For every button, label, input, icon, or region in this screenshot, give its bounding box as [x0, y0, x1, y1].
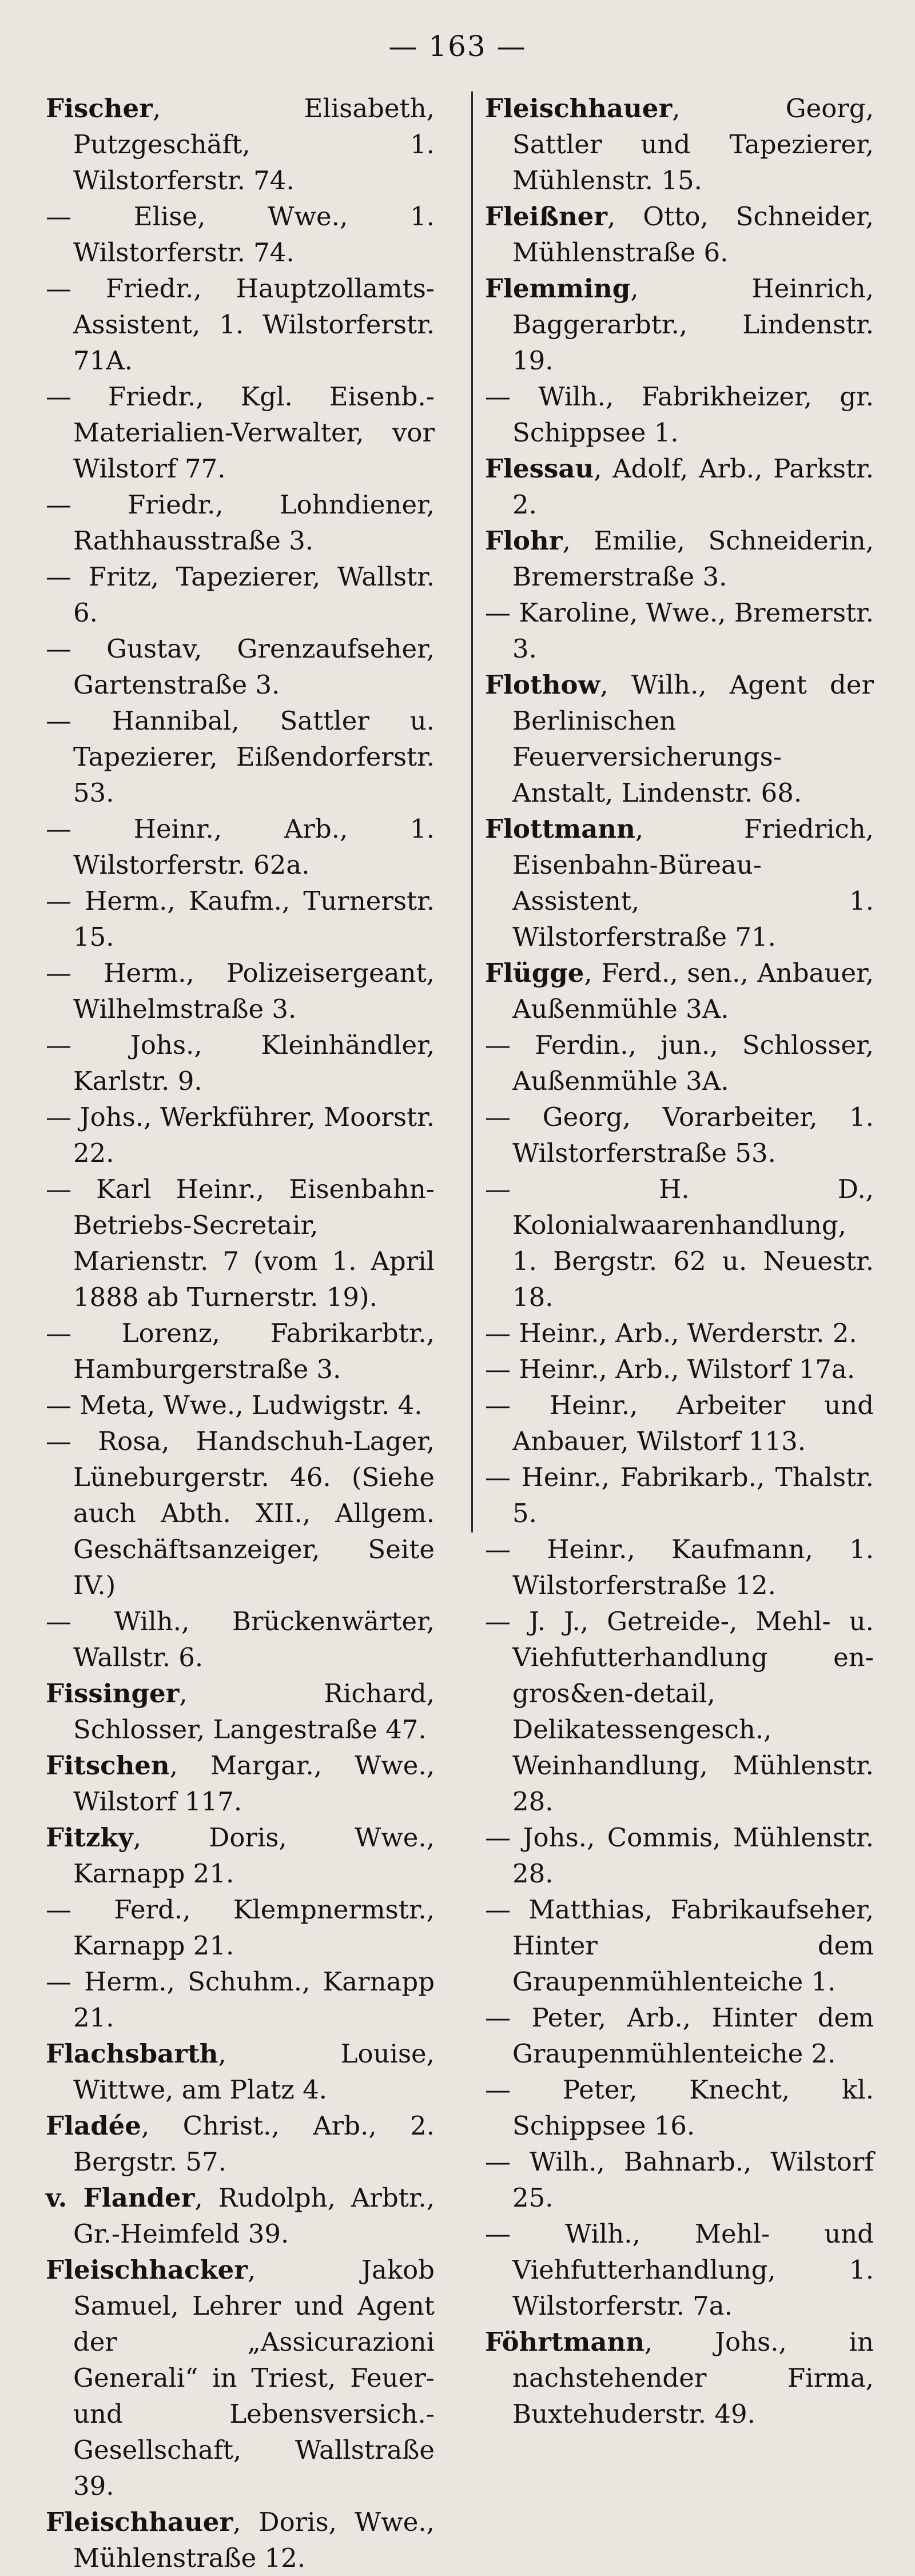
directory-entry — [485, 2216, 874, 2324]
entry-details: J. J., Getreide-, Mehl- u. Viehfutterhandlung en-gros&en-detail, Delikatessengesch., Weinhandlung, Mühlenstr. 28. — [511, 1606, 874, 1817]
directory-entry — [485, 595, 874, 667]
directory-entry — [485, 1099, 874, 1171]
entry-dash: — — [485, 1894, 511, 1925]
entry-details: Wilh., Fabrikheizer, gr. Schippsee 1. — [511, 381, 874, 448]
directory-entry — [46, 2180, 435, 2252]
directory-entry — [485, 811, 874, 955]
entry-details: , Georg, Sattler und Tapezierer, Mühlenstr. 15. — [512, 93, 874, 196]
directory-entry — [46, 2252, 435, 2504]
entry-details: Wilh., Bahnarb., Wilstorf 25. — [511, 2147, 874, 2213]
entry-details: , Louise, Wittwe, am Platz 4. — [73, 2038, 435, 2105]
column-divider — [471, 91, 473, 1532]
directory-entry — [46, 883, 435, 955]
entry-details: Hannibal, Sattler u. Tapezierer, Eißendorferstr. 53. — [71, 706, 435, 808]
entry-details: , Friedrich, Eisenbahn-Büreau-Assistent, 1. Wilstorferstraße 71. — [512, 814, 874, 952]
directory-entry — [485, 2324, 874, 2432]
directory-entry — [485, 1171, 874, 1315]
entry-details: Herm., Schuhm., Karnapp 21. — [71, 1966, 435, 2033]
directory-entry — [485, 2000, 874, 2072]
entry-surname: Fitschen — [46, 1750, 170, 1781]
entry-details: Matthias, Fabrikaufseher, Hinter dem Graupenmühlenteiche 1. — [511, 1894, 874, 1997]
entry-details: Heinr., Arb., Wilstorf 17a. — [511, 1354, 856, 1384]
directory-entry — [46, 379, 435, 487]
directory-entry — [485, 1531, 874, 1603]
directory-entry — [485, 955, 874, 1027]
entry-dash: — — [46, 1318, 71, 1348]
entry-dash: — — [485, 1822, 511, 1853]
entry-dash: — — [485, 1174, 511, 1204]
entry-details: H. D., Kolonialwaarenhandlung, 1. Bergstr. 62 u. Neuestr. 18. — [511, 1174, 874, 1312]
entry-surname: Fleißner — [485, 201, 608, 232]
entry-dash: — — [485, 2147, 511, 2177]
directory-entry — [46, 1747, 435, 1819]
entry-dash: — — [46, 958, 71, 988]
right-column — [485, 90, 874, 2432]
directory-entry — [46, 2036, 435, 2108]
entry-details: Friedr., Hauptzollamts-Assistent, 1. Wilstorferstr. 71A. — [71, 273, 435, 376]
directory-entry — [485, 90, 874, 198]
directory-entry — [46, 1171, 435, 1315]
entry-details: Johs., Kleinhändler, Karlstr. 9. — [71, 1030, 435, 1096]
directory-entry — [485, 1459, 874, 1531]
directory-entry — [485, 451, 874, 523]
entry-details: , Doris, Wwe., Karnapp 21. — [73, 1822, 435, 1889]
entry-dash: — — [485, 1390, 511, 1420]
directory-entry — [46, 811, 435, 883]
directory-entry — [46, 1675, 435, 1747]
entry-dash: — — [485, 381, 511, 412]
directory-entry — [46, 1892, 435, 1964]
directory-entry — [485, 1351, 874, 1387]
entry-details: Karoline, Wwe., Bremerstr. 3. — [511, 598, 874, 664]
entry-surname: Flohr — [485, 525, 563, 556]
entry-details: Karl Heinr., Eisenbahn-Betriebs-Secretair, Marienstr. 7 (vom 1. April 1888 ab Turnerstr. 19). — [71, 1174, 435, 1312]
entry-dash: — — [485, 1534, 511, 1564]
directory-entry — [485, 270, 874, 379]
entry-details: , Otto, Schneider, Mühlenstraße 6. — [512, 201, 874, 268]
entry-surname: Fladée — [46, 2111, 141, 2141]
directory-entry — [485, 523, 874, 595]
entry-dash: — — [46, 1966, 71, 1997]
entry-details: Heinr., Arbeiter und Anbauer, Wilstorf 113. — [511, 1390, 874, 1456]
page-number: — 163 — — [388, 30, 527, 63]
entry-dash: — — [46, 886, 71, 916]
entry-details: Johs., Werkführer, Moorstr. 22. — [71, 1102, 435, 1168]
entry-dash: — — [485, 2002, 511, 2033]
entry-details: , Johs., in nachstehender Firma, Buxtehuderstr. 49. — [512, 2327, 874, 2429]
entry-dash: — — [485, 1318, 511, 1348]
directory-entry — [46, 2108, 435, 2180]
entry-surname: Fitzky — [46, 1822, 133, 1853]
entry-dash: — — [46, 381, 71, 412]
entry-dash: — — [46, 489, 71, 520]
entry-dash: — — [46, 814, 71, 844]
entry-dash: — — [485, 598, 511, 628]
entry-details: Elise, Wwe., 1. Wilstorferstr. 74. — [71, 201, 435, 268]
entry-details: Johs., Commis, Mühlenstr. 28. — [511, 1822, 874, 1889]
directory-entry — [46, 90, 435, 198]
directory-entry — [46, 1027, 435, 1099]
entry-details: , Margar., Wwe., Wilstorf 117. — [73, 1750, 435, 1817]
entry-details: Heinr., Kaufmann, 1. Wilstorferstraße 12. — [511, 1534, 874, 1600]
entry-dash: — — [46, 1174, 71, 1204]
entry-details: Wilh., Brückenwärter, Wallstr. 6. — [71, 1606, 435, 1673]
entry-details: Georg, Vorarbeiter, 1. Wilstorferstraße 53. — [511, 1102, 874, 1168]
directory-entry — [485, 667, 874, 811]
directory-entry — [46, 1387, 435, 1423]
entry-surname: Fischer — [46, 93, 153, 124]
directory-entry — [46, 1603, 435, 1675]
directory-entry — [46, 1819, 435, 1892]
directory-entry — [46, 1315, 435, 1387]
entry-details: Peter, Knecht, kl. Schippsee 16. — [511, 2075, 874, 2141]
entry-dash: — — [46, 634, 71, 664]
entry-dash: — — [485, 1354, 511, 1384]
directory-entry — [485, 1027, 874, 1099]
directory-entry — [46, 703, 435, 811]
entry-dash: — — [46, 706, 71, 736]
entry-details: , Doris, Wwe., Mühlenstraße 12. — [73, 2507, 435, 2573]
entry-dash: — — [46, 201, 71, 232]
entry-details: , Richard, Schlosser, Langestraße 47. — [73, 1678, 435, 1745]
entry-surname: Flessau — [485, 453, 594, 484]
directory-entry — [46, 1964, 435, 2036]
entry-details: , Emilie, Schneiderin, Bremerstraße 3. — [512, 525, 874, 592]
entry-dash: — — [46, 1426, 71, 1456]
entry-details: , Ferd., sen., Anbauer, Außenmühle 3A. — [512, 958, 874, 1024]
entry-dash: — — [485, 1462, 511, 1492]
entry-details: Friedr., Kgl. Eisenb.-Materialien-Verwalter, vor Wilstorf 77. — [71, 381, 435, 484]
entry-details: , Rudolph, Arbtr., Gr.-Heimfeld 39. — [73, 2183, 435, 2249]
entry-dash: — — [46, 562, 71, 592]
entry-details: , Christ., Arb., 2. Bergstr. 57. — [73, 2111, 435, 2177]
left-column — [46, 90, 435, 2576]
entry-dash: — — [46, 1390, 71, 1420]
entry-details: , Elisabeth, Putzgeschäft, 1. Wilstorferstr. 74. — [73, 93, 435, 196]
directory-entry — [485, 1819, 874, 1892]
entry-details: , Wilh., Agent der Berlinischen Feuerversicherungs-Anstalt, Lindenstr. 68. — [512, 670, 874, 808]
entry-dash: — — [46, 1894, 71, 1925]
entry-surname: Flothow — [485, 670, 600, 700]
directory-entry — [485, 1892, 874, 2000]
entry-details: Heinr., Arb., Werderstr. 2. — [511, 1318, 857, 1348]
entry-surname: Fleischhauer — [46, 2507, 233, 2537]
directory-entry — [46, 198, 435, 270]
entry-details: Fritz, Tapezierer, Wallstr. 6. — [71, 562, 435, 628]
entry-details: Ferd., Klempnermstr., Karnapp 21. — [71, 1894, 435, 1961]
directory-entry — [46, 955, 435, 1027]
entry-dash: — — [46, 273, 71, 304]
directory-entry — [46, 1423, 435, 1603]
directory-entry — [46, 631, 435, 703]
directory-entry — [485, 198, 874, 270]
entry-surname: Flemming — [485, 273, 631, 304]
entry-surname: v. Flander — [46, 2183, 195, 2213]
directory-entry — [46, 270, 435, 379]
entry-details: Lorenz, Fabrikarbtr., Hamburgerstraße 3. — [71, 1318, 435, 1384]
entry-dash: — — [46, 1030, 71, 1060]
entry-details: Herm., Polizeisergeant, Wilhelmstraße 3. — [71, 958, 435, 1024]
entry-details: Friedr., Lohndiener, Rathhausstraße 3. — [71, 489, 435, 556]
entry-details: Peter, Arb., Hinter dem Graupenmühlenteiche 2. — [511, 2002, 874, 2069]
entry-dash: — — [485, 1102, 511, 1132]
entry-dash: — — [46, 1102, 71, 1132]
entry-dash: — — [485, 2219, 511, 2249]
entry-details: , Adolf, Arb., Parkstr. 2. — [512, 453, 874, 520]
directory-entry — [485, 1315, 874, 1351]
entry-surname: Flügge — [485, 958, 584, 988]
entry-surname: Flottmann — [485, 814, 635, 844]
directory-entry — [485, 1603, 874, 1819]
directory-entry — [46, 1099, 435, 1171]
entry-dash: — — [485, 2075, 511, 2105]
entry-dash: — — [485, 1030, 511, 1060]
directory-entry — [485, 2072, 874, 2144]
directory-entry — [46, 2504, 435, 2576]
entry-details: Rosa, Handschuh-Lager, Lüneburgerstr. 46. (Siehe auch Abth. XII., Allgem. Geschäftsanzeiger, Seite IV.) — [71, 1426, 435, 1600]
entry-details: Heinr., Arb., 1. Wilstorferstr. 62a. — [71, 814, 435, 880]
entry-surname: Föhrtmann — [485, 2327, 645, 2357]
directory-entry — [485, 1387, 874, 1459]
entry-details: , Heinrich, Baggerarbtr., Lindenstr. 19. — [512, 273, 874, 376]
directory-entry — [46, 487, 435, 559]
entry-dash: — — [46, 1606, 71, 1637]
directory-entry — [485, 379, 874, 451]
entry-surname: Fissinger — [46, 1678, 180, 1709]
entry-details: Heinr., Fabrikarb., Thalstr. 5. — [511, 1462, 874, 1528]
entry-surname: Flachsbarth — [46, 2038, 218, 2069]
entry-details: Meta, Wwe., Ludwigstr. 4. — [71, 1390, 423, 1420]
entry-surname: Fleischhauer — [485, 93, 673, 124]
entry-details: Ferdin., jun., Schlosser, Außenmühle 3A. — [511, 1030, 874, 1096]
entry-details: Gustav, Grenzaufseher, Gartenstraße 3. — [71, 634, 435, 700]
directory-entry — [46, 559, 435, 631]
entry-details: Wilh., Mehl- und Viehfutterhandlung, 1. Wilstorferstr. 7a. — [511, 2219, 874, 2321]
entry-dash: — — [485, 1606, 511, 1637]
entry-surname: Fleischhacker — [46, 2255, 248, 2285]
entry-details: , Jakob Samuel, Lehrer und Agent der „Assicurazioni Generali“ in Triest, Feuer- und Lebensversich.-Gesellschaft, Wallstraße 39. — [73, 2255, 435, 2501]
entry-details: Herm., Kaufm., Turnerstr. 15. — [71, 886, 435, 952]
directory-entry — [485, 2144, 874, 2216]
